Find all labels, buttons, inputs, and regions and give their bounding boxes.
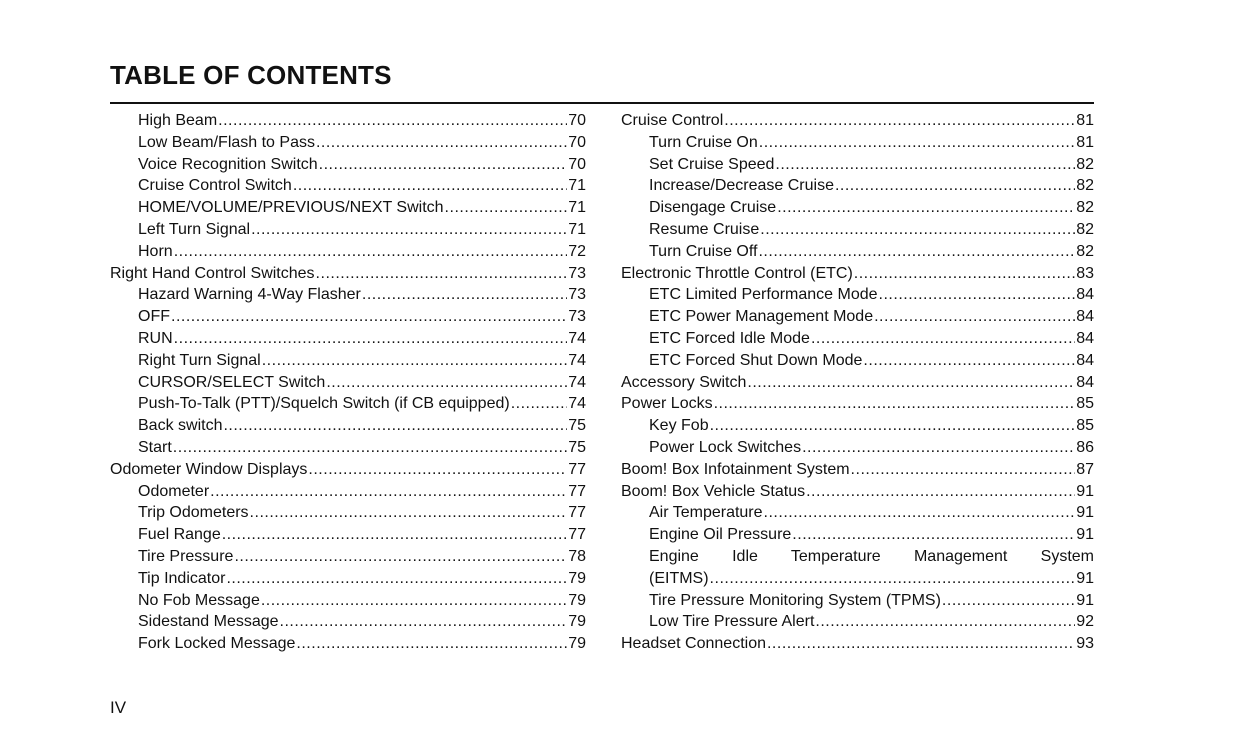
toc-entry-page: 91 [1076, 482, 1094, 500]
toc-entry-label: Air Temperature [649, 504, 763, 522]
dot-leader [714, 393, 1076, 415]
toc-entry-page: 81 [1076, 112, 1094, 129]
toc-entry-label: Engine Idle Temperature Management System [649, 547, 1094, 565]
toc-entry-boom-box-infotainment-system[interactable] [621, 459, 1094, 481]
toc-entry-page: 85 [1076, 417, 1094, 435]
dot-leader [511, 393, 568, 415]
toc-entry-air-temperature[interactable] [621, 502, 1094, 524]
dot-leader [218, 110, 567, 132]
toc-entry-hazard-warning-4-way-flasher[interactable] [110, 284, 586, 306]
toc-entry-page: 86 [1076, 438, 1094, 456]
toc-entry-label: Push-To-Talk (PTT)/Squelch Switch (if CB equipped) [138, 395, 510, 413]
toc-entry-label: HOME/VOLUME/PREVIOUS/NEXT Switch [138, 199, 444, 217]
toc-entry-label: Back switch [138, 417, 223, 435]
toc-entry-tip-indicator[interactable] [110, 568, 586, 590]
toc-entry-engine-oil-pressure[interactable] [621, 524, 1094, 546]
dot-leader [362, 284, 567, 306]
toc-entry-page: 70 [568, 112, 586, 129]
toc-entry-odometer-window-displays[interactable] [110, 459, 586, 481]
toc-entry-etc-power-management-mode[interactable] [621, 306, 1094, 328]
toc-entry-page: 91 [1076, 569, 1094, 587]
dot-leader [835, 175, 1075, 197]
toc-entry-page: 70 [568, 155, 586, 173]
toc-entry-page: 93 [1076, 635, 1094, 653]
toc-entry-eitms[interactable] [621, 568, 1094, 590]
toc-entry-page: 82 [1076, 177, 1094, 195]
toc-entry-turn-cruise-on[interactable] [621, 132, 1094, 154]
toc-entry-label: Turn Cruise On [649, 133, 758, 151]
toc-right-column [621, 110, 1094, 655]
toc-entry-turn-cruise-off[interactable] [621, 241, 1094, 263]
toc-entry-page: 70 [568, 133, 586, 151]
toc-entry-back-switch[interactable] [110, 415, 586, 437]
toc-entry-label: Headset Connection [621, 635, 766, 653]
toc-entry-sidestand-message[interactable] [110, 611, 586, 633]
toc-entry-run[interactable] [110, 328, 586, 350]
toc-entry-page: 82 [1076, 155, 1094, 173]
dot-leader [210, 481, 567, 503]
toc-entry-push-to-talk-squelch-switch[interactable] [110, 393, 586, 415]
toc-entry-page: 92 [1076, 613, 1094, 631]
dot-leader [234, 546, 567, 568]
toc-entry-page: 85 [1076, 395, 1094, 413]
dot-leader [775, 154, 1075, 176]
dot-leader [280, 611, 568, 633]
toc-entry-page: 73 [568, 308, 586, 326]
toc-entry-label: ETC Forced Idle Mode [649, 329, 810, 347]
toc-entry-label: Odometer [138, 482, 210, 500]
toc-entry-label: Right Turn Signal [138, 351, 261, 369]
toc-entry-page: 91 [1076, 591, 1094, 609]
toc-entry-right-turn-signal[interactable] [110, 350, 586, 372]
toc-entry-page: 74 [568, 395, 586, 413]
title-divider [110, 102, 1094, 104]
dot-leader [767, 633, 1075, 655]
toc-entry-page: 77 [568, 482, 586, 500]
toc-entry-engine-idle-temperature-management-system[interactable] [621, 546, 1094, 568]
toc-entry-page: 91 [1076, 526, 1094, 544]
dot-leader [326, 372, 567, 394]
toc-entry-etc-forced-idle-mode[interactable] [621, 328, 1094, 350]
toc-entry-low-beam-flash-to-pass[interactable] [110, 132, 586, 154]
toc-entry-page: 82 [1076, 242, 1094, 260]
toc-entry-high-beam[interactable] [110, 110, 586, 132]
toc-entry-home-volume-previous-next-switch[interactable] [110, 197, 586, 219]
toc-entry-disengage-cruise[interactable] [621, 197, 1094, 219]
toc-entry-label: Disengage Cruise [649, 199, 777, 217]
toc-entry-page: 79 [568, 569, 586, 587]
toc-entry-key-fob[interactable] [621, 415, 1094, 437]
toc-entry-no-fob-message[interactable] [110, 590, 586, 612]
dot-leader [854, 263, 1075, 285]
toc-entry-cursor-select-switch[interactable] [110, 372, 586, 394]
toc-entry-etc-limited-performance-mode[interactable] [621, 284, 1094, 306]
toc-entry-set-cruise-speed[interactable] [621, 154, 1094, 176]
toc-entry-page: 78 [568, 547, 586, 565]
toc-entry-label: ETC Forced Shut Down Mode [649, 351, 863, 369]
toc-entry-label: Increase/Decrease Cruise [649, 177, 834, 195]
toc-entry-tire-pressure-monitoring-system[interactable] [621, 590, 1094, 612]
toc-entry-page: 75 [568, 417, 586, 435]
toc-entry-label: Fork Locked Message [138, 635, 296, 653]
toc-entry-label: Trip Odometers [138, 504, 249, 522]
toc-entry-increase-decrease-cruise[interactable] [621, 175, 1094, 197]
toc-entry-label: Boom! Box Infotainment System [621, 460, 850, 478]
toc-entry-label: Set Cruise Speed [649, 155, 775, 173]
dot-leader [223, 415, 567, 437]
toc-entry-page: 84 [1076, 286, 1094, 304]
toc-entry-etc-forced-shut-down-mode[interactable] [621, 350, 1094, 372]
dot-leader [293, 175, 567, 197]
toc-entry-label: Cruise Control Switch [138, 177, 292, 195]
dot-leader [316, 263, 568, 285]
toc-entry-label: CURSOR/SELECT Switch [138, 373, 326, 391]
toc-entry-page: 74 [568, 373, 586, 391]
toc-entry-label: Key Fob [649, 417, 709, 435]
toc-entry-electronic-throttle-control[interactable] [621, 263, 1094, 285]
dot-leader [863, 350, 1075, 372]
toc-entry-label: Turn Cruise Off [649, 242, 758, 260]
toc-entry-power-lock-switches[interactable] [621, 437, 1094, 459]
toc-entry-label: Start [138, 438, 172, 456]
toc-entry-label: Hazard Warning 4-Way Flasher [138, 286, 361, 304]
toc-entry-page: 87 [1076, 460, 1094, 478]
toc-entry-label: Boom! Box Vehicle Status [621, 482, 806, 500]
toc-entry-page: 71 [568, 220, 586, 238]
dot-leader [226, 568, 567, 590]
toc-entry-page: 84 [1076, 329, 1094, 347]
dot-leader [250, 502, 568, 524]
toc-entry-page: 82 [1076, 199, 1094, 217]
toc-entry-headset-connection[interactable] [621, 633, 1094, 655]
page-title: TABLE OF CONTENTS [110, 60, 392, 90]
dot-leader [764, 502, 1076, 524]
toc-entry-label: Odometer Window Displays [110, 460, 308, 478]
toc-entry-page: 84 [1076, 373, 1094, 391]
toc-entry-page: 82 [1076, 220, 1094, 238]
toc-entry-fuel-range[interactable] [110, 524, 586, 546]
toc-entry-page: 72 [568, 242, 586, 260]
toc-entry-page: 77 [568, 460, 586, 478]
toc-entry-page: 71 [568, 199, 586, 217]
dot-leader [296, 633, 567, 655]
dot-leader [802, 437, 1075, 459]
toc-entry-label: OFF [138, 308, 170, 326]
toc-entry-page: 71 [568, 177, 586, 195]
dot-leader [173, 437, 567, 459]
toc-entry-label: Power Lock Switches [649, 438, 802, 456]
toc-entry-label: Low Tire Pressure Alert [649, 613, 815, 631]
toc-entry-cruise-control-switch[interactable] [110, 175, 586, 197]
dot-leader [316, 132, 567, 154]
toc-entry-page: 73 [568, 264, 586, 282]
dot-leader [251, 219, 567, 241]
toc-entry-accessory-switch[interactable] [621, 372, 1094, 394]
dot-leader [319, 154, 568, 176]
toc-entry-odometer[interactable] [110, 481, 586, 503]
toc-entry-page: 84 [1076, 351, 1094, 369]
toc-left-column [110, 110, 586, 655]
toc-entry-label: RUN [138, 329, 173, 347]
dot-leader [811, 328, 1075, 350]
page-number: IV [110, 698, 127, 717]
toc-entry-label: (EITMS) [649, 569, 709, 587]
toc-entry-label: Left Turn Signal [138, 220, 251, 238]
toc-entry-label: Tip Indicator [138, 569, 226, 587]
dot-leader [171, 306, 567, 328]
dot-leader [760, 219, 1075, 241]
toc-entry-tire-pressure[interactable] [110, 546, 586, 568]
toc-entry-label: Cruise Control [621, 112, 724, 129]
toc-entry-start[interactable] [110, 437, 586, 459]
dot-leader [806, 481, 1075, 503]
dot-leader [758, 241, 1075, 263]
dot-leader [724, 110, 1075, 132]
dot-leader [792, 524, 1075, 546]
toc-entry-label: No Fob Message [138, 591, 260, 609]
toc-entry-page: 84 [1076, 308, 1094, 326]
dot-leader [222, 524, 567, 546]
dot-leader [874, 306, 1075, 328]
toc-entry-page: 74 [568, 329, 586, 347]
toc-entry-label: Horn [138, 242, 173, 260]
toc-entry-boom-box-vehicle-status[interactable] [621, 481, 1094, 503]
toc-entry-label: Fuel Range [138, 526, 221, 544]
dot-leader [308, 459, 567, 481]
dot-leader [445, 197, 568, 219]
dot-leader [174, 328, 568, 350]
toc-entry-page: 77 [568, 504, 586, 522]
toc-entry-page: 83 [1076, 264, 1094, 282]
toc-entry-label: Low Beam/Flash to Pass [138, 133, 315, 151]
toc-entry-power-locks[interactable] [621, 393, 1094, 415]
dot-leader [747, 372, 1075, 394]
dot-leader [710, 415, 1076, 437]
dot-leader [261, 590, 567, 612]
toc-entry-cruise-control[interactable] [621, 110, 1094, 132]
toc-entry-label: Tire Pressure Monitoring System (TPMS) [649, 591, 941, 609]
toc-entry-page: 74 [568, 351, 586, 369]
toc-entry-label: Sidestand Message [138, 613, 279, 631]
dot-leader [777, 197, 1075, 219]
toc-entry-page: 79 [568, 613, 586, 631]
toc-entry-page: 81 [1076, 133, 1094, 151]
toc-entry-label: Power Locks [621, 395, 713, 413]
toc-entry-fork-locked-message[interactable] [110, 633, 586, 655]
dot-leader [942, 590, 1075, 612]
toc-entry-page: 77 [568, 526, 586, 544]
dot-leader [759, 132, 1075, 154]
dot-leader [879, 284, 1076, 306]
dot-leader [815, 611, 1075, 633]
dot-leader [710, 568, 1076, 590]
toc-entry-label: Right Hand Control Switches [110, 264, 315, 282]
toc-entry-label: ETC Power Management Mode [649, 308, 874, 326]
toc-entry-label: High Beam [138, 112, 218, 129]
toc-entry-right-hand-control-switches[interactable] [110, 263, 586, 285]
toc-entry-page: 73 [568, 286, 586, 304]
toc-entry-label: Accessory Switch [621, 373, 747, 391]
toc-entry-horn[interactable] [110, 241, 586, 263]
toc-entry-label: Voice Recognition Switch [138, 155, 318, 173]
toc-entry-page: 79 [568, 635, 586, 653]
toc-entry-page: 91 [1076, 504, 1094, 522]
toc-entry-label: Resume Cruise [649, 220, 760, 238]
toc-entry-page: 79 [568, 591, 586, 609]
toc-entry-trip-odometers[interactable] [110, 502, 586, 524]
toc-entry-page: 75 [568, 438, 586, 456]
toc-entry-label: Engine Oil Pressure [649, 526, 792, 544]
toc-entry-label: Electronic Throttle Control (ETC) [621, 264, 853, 282]
dot-leader [262, 350, 567, 372]
dot-leader [851, 459, 1076, 481]
toc-entry-resume-cruise[interactable] [621, 219, 1094, 241]
toc-entry-off[interactable] [110, 306, 586, 328]
toc-entry-left-turn-signal[interactable] [110, 219, 586, 241]
dot-leader [174, 241, 568, 263]
toc-entry-voice-recognition-switch[interactable] [110, 154, 586, 176]
toc-entry-label: Tire Pressure [138, 547, 234, 565]
toc-entry-label: ETC Limited Performance Mode [649, 286, 878, 304]
toc-entry-low-tire-pressure-alert[interactable] [621, 611, 1094, 633]
